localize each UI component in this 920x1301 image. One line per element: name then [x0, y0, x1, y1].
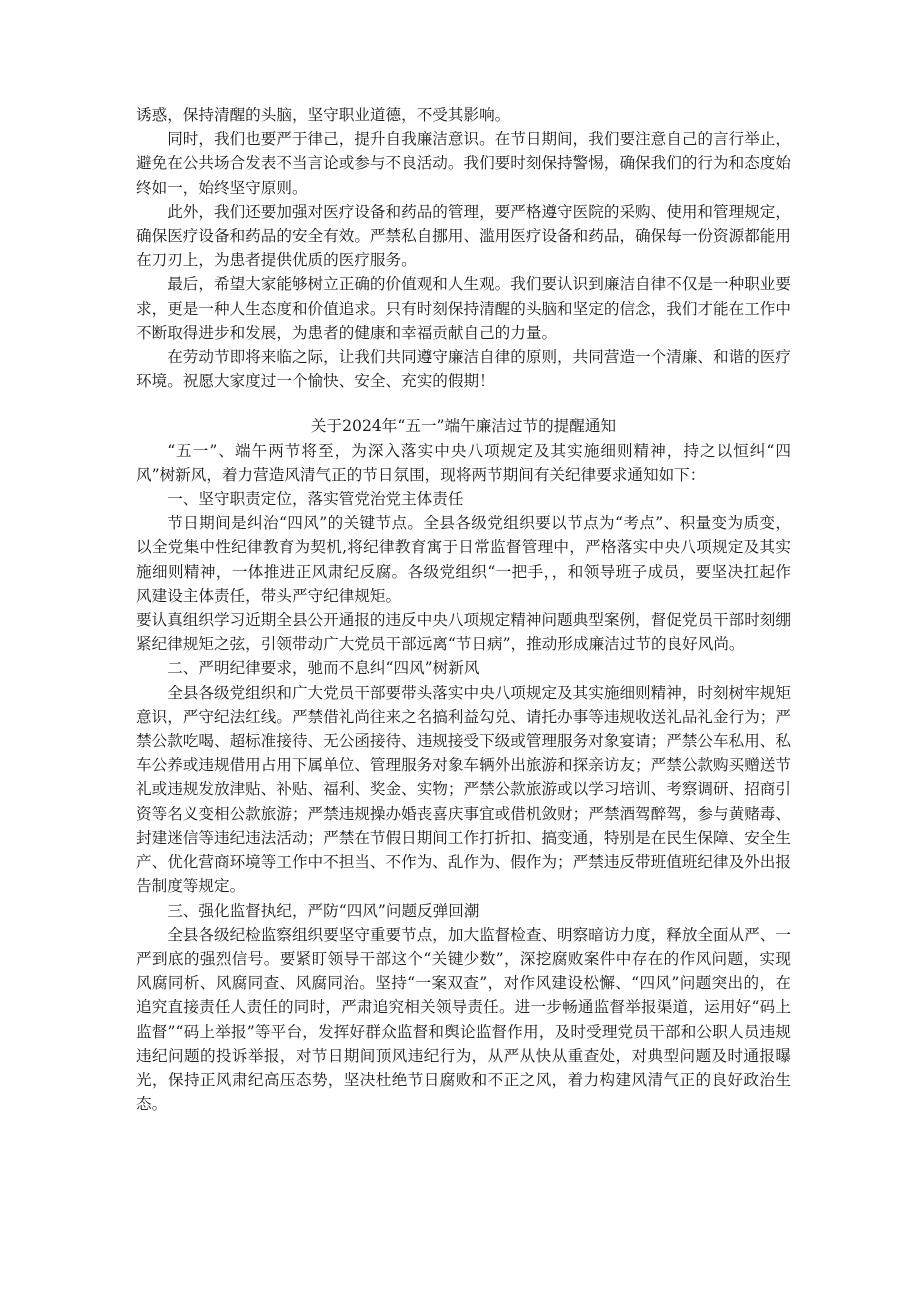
body-paragraph: 此外，我们还要加强对医疗设备和药品的管理，要严格遵守医院的采购、使用和管理规定，确保医疗设备和药品的安全有效。严禁私自挪用、滥用医疗设备和药品，确保每一份资源都能用在刀刃上，为患者提供优质的医疗服务。 [136, 202, 791, 270]
body-paragraph: 同时，我们也要严于律己，提升自我廉洁意识。在节日期间，我们要注意自己的言行举止，避免在公共场合发表不当言论或参与不良活动。我们要时刻保持警惕，确保我们的行为和态度始终如一，始终坚守原则。 [136, 130, 791, 197]
body-paragraph: 最后，希望大家能够树立正确的价值观和人生观。我们要认识到廉洁自律不仅是一种职业要求，更是一种人生态度和价值追求。只有时刻保持清醒的头脑和坚定的信念，我们才能在工作中不断取得进步和发展，为患者的健康和幸福贡献自己的力量。 [136, 275, 791, 342]
section-1-paragraph-continued: 要认真组织学习近期全县公开通报的违反中央八项规定精神问题典型案例，督促党员干部时刻绷紧纪律规矩之弦，引领带动广大党员干部远离“节日病”，推动形成廉洁过节的良好风尚。 [136, 611, 791, 654]
section-2-paragraph: 全县各级党组织和广大党员干部要带头落实中央八项规定及其实施细则精神，时刻树牢规矩意识，严守纪法红线。严禁借礼尚往来之名搞利益勾兑、请托办事等违规收送礼品礼金行为；严禁公款吃喝、超标准接待、无公函接待、违规接受下级或管理服务对象宴请；严禁公车私用、私车公养或违规借用占用下属单位、管理服务对象车辆外出旅游和探亲访友；严禁公款购买赠送节礼或违规发放津贴、补贴、福利、奖金、实物；严禁公款旅游或以学习培训、考察调研、招商引资等名义变相公款旅游；严禁违规操办婚丧喜庆事宜或借机敛财；严禁酒驾醉驾，参与黄赌毒、封建迷信等违纪违法活动；严禁在节假日期间工作打折扣、搞变通，特别是在民生保障、安全生产、优化营商环境等工作中不担当、不作为、乱作为、假作为；严禁违反带班值班纪律及外出报告制度等规定。 [136, 683, 791, 896]
section-1-paragraph: 节日期间是纠治“四风”的关键节点。全县各级党组织要以节点为“考点”、积量变为质变，以全党集中性纪律教育为契机,将纪律教育寓于日常监督管理中，严格落实中央八项规定及其实施细则精神，一体推进正风肃纪反腐。各级党组织“一把手，，和领导班子成员，要坚决扛起作风建设主体责任，带头严守纪律规矩。 [136, 514, 791, 605]
notice-title: 关于2024年“五一”端午廉洁过节的提醒通知 [310, 417, 617, 436]
section-heading-2: 二、严明纪律要求，驰而不息纠“四风”树新风 [167, 659, 480, 678]
document-page [136, 103, 791, 1116]
section-heading-3: 三、强化监督执纪，严防“四风”问题反弹回潮 [167, 901, 480, 920]
body-paragraph: 在劳动节即将来临之际，让我们共同遵守廉洁自律的原则，共同营造一个清廉、和谐的医疗环境。祝愿大家度过一个愉快、安全、充实的假期！ [136, 348, 791, 391]
section-heading-1: 一、坚守职责定位，落实管党治党主体责任 [167, 490, 464, 509]
body-paragraph: 诱惑，保持清醒的头脑，坚守职业道德，不受其影响。 [136, 106, 511, 124]
notice-intro: “五一”、端午两节将至，为深入落实中央八项规定及其实施细则精神，持之以恒纠“四风”树新风，着力营造风清气正的节日氛围，现将两节期间有关纪律要求通知如下： [136, 441, 791, 484]
section-3-paragraph: 全县各级纪检监察组织要坚守重要节点，加大监督检查、明察暗访力度，释放全面从严、一严到底的强烈信号。要紧盯领导干部这个“关键少数”，深挖腐败案件中存在的作风问题，实现风腐同析、风腐同查、风腐同治。坚持“一案双查”，对作风建设松懈、“四风”问题突出的，在追究直接责任人责任的同时，严肃追究相关领导责任。进一步畅通监督举报渠道，运用好“码上监督”“码上举报”等平台，发挥好群众监督和舆论监督作用，及时受理党员干部和公职人员违规违纪问题的投诉举报，对节日期间顶风违纪行为，从严从快从重查处，对典型问题及时通报曝光，保持正风肃纪高压态势，坚决杜绝节日腐败和不正之风，着力构建风清气正的良好政治生态。 [136, 925, 791, 1114]
